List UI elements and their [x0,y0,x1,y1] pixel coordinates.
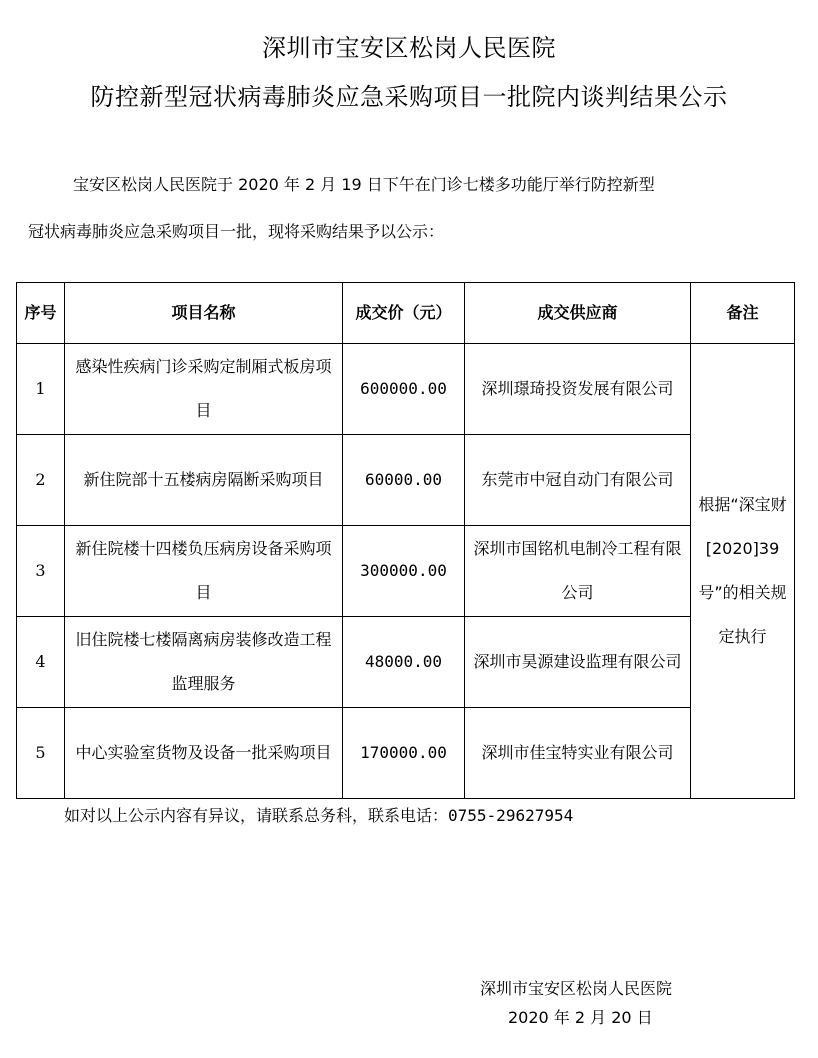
row-name: 中心实验室货物及设备一批采购项目 [65,708,343,799]
row-no: 3 [17,526,65,617]
header-price: 成交价（元） [343,283,465,344]
row-name: 新住院楼十四楼负压病房设备采购项目 [65,526,343,617]
header-no: 序号 [17,283,65,344]
header-name: 项目名称 [65,283,343,344]
row-supplier: 深圳市国铭机电制冷工程有限公司 [465,526,691,617]
table-row [17,526,795,617]
row-no: 1 [17,344,65,435]
contact-text: 如对以上公示内容有异议，请联系总务科，联系电话： [64,806,449,825]
intro-line2: 冠状病毒肺炎应急采购项目一批，现将采购结果予以公示： [28,222,445,241]
row-name: 旧住院楼七楼隔离病房装修改造工程监理服务 [65,617,343,708]
row-price: 300000.00 [343,526,465,617]
row-no: 2 [17,435,65,526]
note-cell: 根据“深宝财[2020]39号”的相关规定执行 [691,344,795,799]
row-price: 170000.00 [343,708,465,799]
table-row [17,617,795,708]
header-note: 备注 [691,283,795,344]
row-price: 48000.00 [343,617,465,708]
row-price: 60000.00 [343,435,465,526]
row-name: 感染性疾病门诊采购定制厢式板房项目 [65,344,343,435]
signature-date: 2020 年 2 月 20 日 [508,1008,653,1027]
table-row [17,708,795,799]
header-supplier: 成交供应商 [465,283,691,344]
row-supplier: 深圳市昊源建设监理有限公司 [465,617,691,708]
row-price: 600000.00 [343,344,465,435]
intro-line1: 宝安区松岗人民医院于 2020 年 2 月 19 日下午在门诊七楼多功能厅举行防控新型 [73,175,655,194]
row-supplier: 东莞市中冠自动门有限公司 [465,435,691,526]
document-title-line1: 深圳市宝安区松岗人民医院 [262,34,556,62]
table-row [17,344,795,435]
document-title-line2: 防控新型冠状病毒肺炎应急采购项目一批院内谈判结果公示 [90,83,728,111]
table-header-row [17,283,795,344]
row-supplier: 深圳璟琦投资发展有限公司 [465,344,691,435]
row-name: 新住院部十五楼病房隔断采购项目 [65,435,343,526]
contact-line [64,803,573,826]
table-row [17,435,795,526]
signature-org: 深圳市宝安区松岗人民医院 [480,979,673,998]
row-no: 5 [17,708,65,799]
row-supplier: 深圳市佳宝特实业有限公司 [465,708,691,799]
contact-phone: 0755-29627954 [448,806,574,825]
result-table [16,282,795,799]
row-no: 4 [17,617,65,708]
